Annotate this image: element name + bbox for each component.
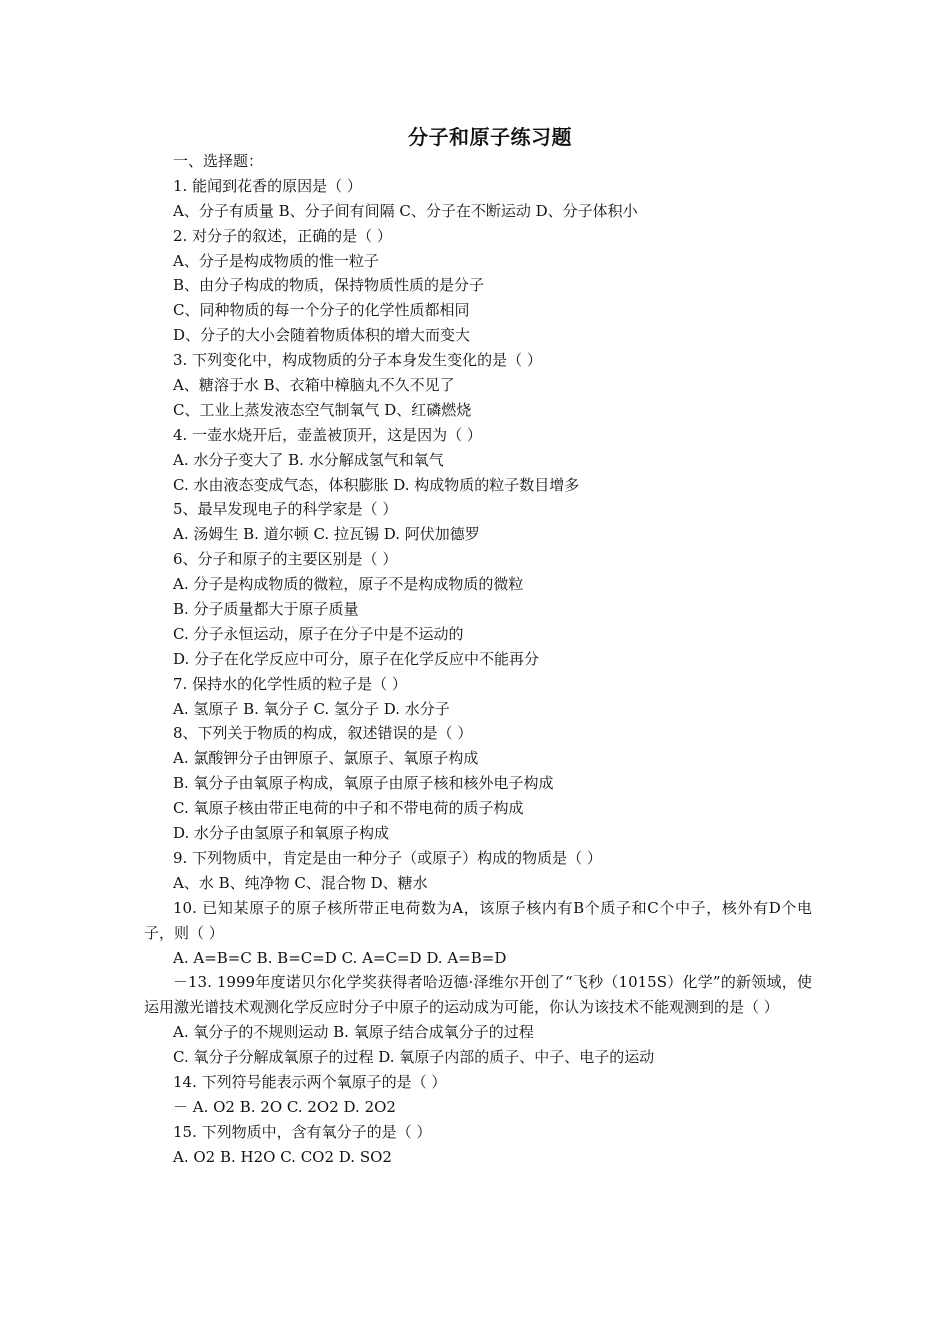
question-2-option-c: C、同种物质的每一个分子的化学性质都相同 <box>173 301 470 320</box>
document-body <box>144 149 812 1170</box>
question-7-stem: 7. 保持水的化学性质的粒子是（ ） <box>173 674 407 693</box>
question-6-option-d: D. 分子在化学反应中可分，原子在化学反应中不能再分 <box>173 649 540 668</box>
question-14-options: － A. O2 B. 2O C. 2O2 D. 2O2 <box>173 1097 396 1116</box>
question-2-option-a: A、分子是构成物质的惟一粒子 <box>173 251 379 270</box>
question-4-options-ab: A. 水分子变大了 B. 水分解成氢气和氧气 <box>173 450 444 469</box>
question-6-option-b: B. 分子质量都大于原子质量 <box>173 600 359 619</box>
question-6-stem: 6、分子和原子的主要区别是（ ） <box>173 550 398 569</box>
question-5-options: A. 汤姆生 B. 道尔顿 C. 拉瓦锡 D. 阿伏加德罗 <box>173 525 480 544</box>
question-13-options-cd: C. 氧分子分解成氧原子的过程 D. 氧原子内部的质子、中子、电子的运动 <box>173 1048 655 1067</box>
question-15-stem: 15. 下列物质中，含有氧分子的是（ ） <box>173 1122 432 1141</box>
question-4-options-cd: C. 水由液态变成气态，体积膨胀 D. 构成物质的粒子数目增多 <box>173 475 580 494</box>
question-13-options-ab: A. 氧分子的不规则运动 B. 氧原子结合成氧分子的过程 <box>173 1023 534 1042</box>
document-title: 分子和原子练习题 <box>408 125 572 149</box>
question-3-stem: 3. 下列变化中，构成物质的分子本身发生变化的是（ ） <box>173 351 542 370</box>
question-13-stem: －13. 1999年度诺贝尔化学奖获得者哈迈德·泽维尔开创了“飞秒（1015S）化学”的新领域，使运用激光谱技术观测化学反应时分子中原子的运动成为可能，你认为该技术不能观测到的是（ ） <box>144 973 812 1017</box>
question-10-options: A. A=B=C B. B=C=D C. A=C=D D. A=B=D <box>173 948 507 967</box>
question-15-options: A. O2 B. H2O C. CO2 D. SO2 <box>173 1147 392 1166</box>
question-8-option-b: B. 氧分子由氧原子构成，氧原子由原子核和核外电子构成 <box>173 774 554 793</box>
question-9-options: A、水 B、纯净物 C、混合物 D、糖水 <box>173 873 428 892</box>
question-8-option-d: D. 水分子由氢原子和氧原子构成 <box>173 824 390 843</box>
question-6-option-a: A. 分子是构成物质的微粒，原子不是构成物质的微粒 <box>173 575 524 594</box>
section-heading: 一、选择题： <box>173 152 264 170</box>
question-6-option-c: C. 分子永恒运动，原子在分子中是不运动的 <box>173 624 464 643</box>
question-10-stem: 10. 已知某原子的原子核所带正电荷数为A，该原子核内有B个质子和C个中子，核外有D个电子，则（ ） <box>144 898 812 942</box>
question-9-stem: 9. 下列物质中，肯定是由一种分子（或原子）构成的物质是（ ） <box>173 848 602 867</box>
question-8-option-c: C. 氧原子核由带正电荷的中子和不带电荷的质子构成 <box>173 799 524 818</box>
question-5-stem: 5、最早发现电子的科学家是（ ） <box>173 500 398 519</box>
question-3-options-ab: A、糖溶于水 B、衣箱中樟脑丸不久不见了 <box>173 376 455 395</box>
question-1-stem: 1. 能闻到花香的原因是（ ） <box>173 176 362 195</box>
question-1-options: A、分子有质量 B、分子间有间隔 C、分子在不断运动 D、分子体积小 <box>173 201 638 220</box>
question-2-option-d: D、分子的大小会随着物质体积的增大而变大 <box>173 326 471 345</box>
question-2-stem: 2. 对分子的叙述，正确的是（ ） <box>173 226 392 245</box>
question-3-options-cd: C、工业上蒸发液态空气制氧气 D、红磷燃烧 <box>173 400 472 419</box>
question-8-option-a: A. 氯酸钾分子由钾原子、氯原子、氧原子构成 <box>173 749 479 768</box>
question-4-stem: 4. 一壶水烧开后，壶盖被顶开，这是因为（ ） <box>173 425 482 444</box>
question-7-options: A. 氢原子 B. 氧分子 C. 氢分子 D. 水分子 <box>173 699 450 718</box>
question-2-option-b: B、由分子构成的物质，保持物质性质的是分子 <box>173 276 485 295</box>
question-14-stem: 14. 下列符号能表示两个氧原子的是（ ） <box>173 1073 447 1092</box>
question-8-stem: 8、下列关于物质的构成，叙述错误的是（ ） <box>173 724 473 743</box>
